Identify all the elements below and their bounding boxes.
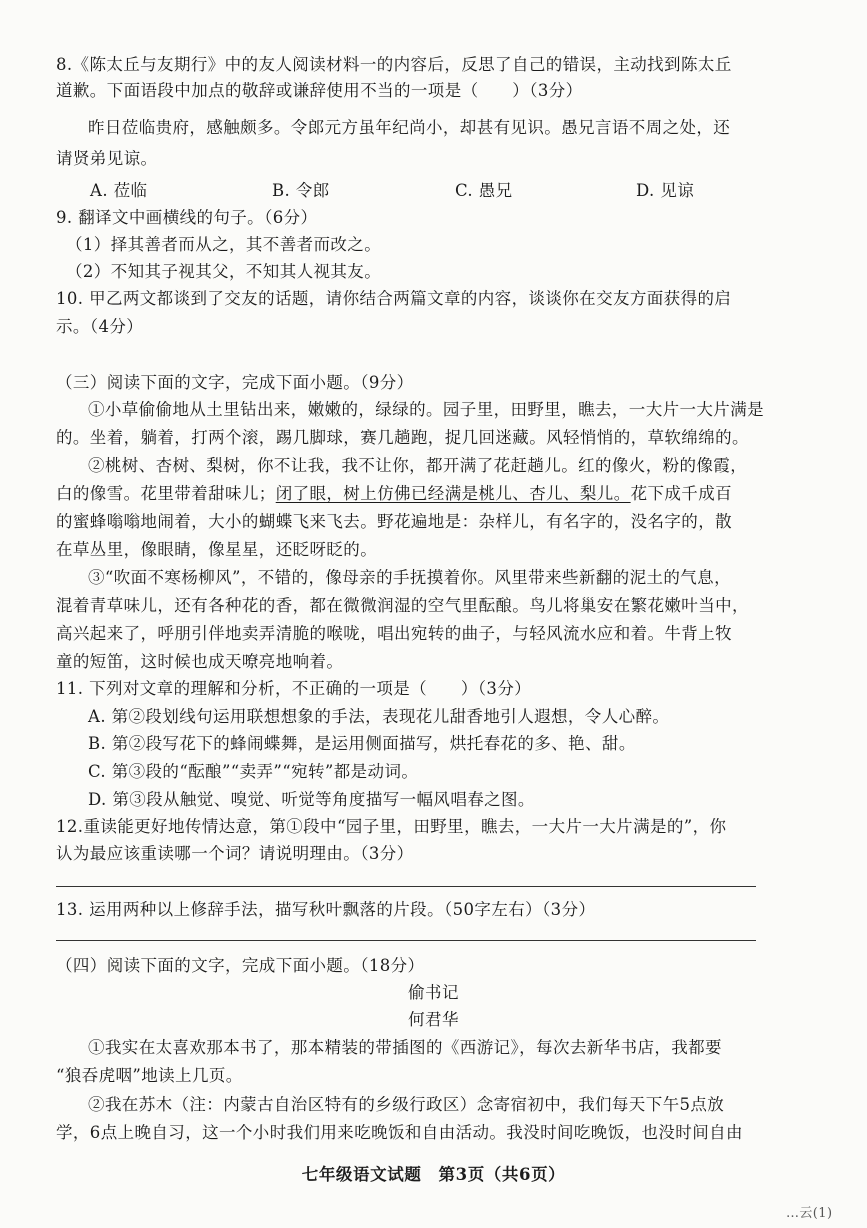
q8-passage-line1: 昨日莅临贵府，感触颇多。令郎元方虽年纪尚小，却甚有见识。愚兄言语不周之处，还 xyxy=(88,118,731,137)
q11-stem: 11. 下列对文章的理解和分析，不正确的一项是（ ）（3分） xyxy=(56,679,532,698)
q11-option-b: B. 第②段写花下的蜂闹蝶舞，是运用侧面描写，烘托春花的多、艳、甜。 xyxy=(88,734,636,753)
section3-p3-line2: 混着青草味儿，还有各种花的香，都在微微润湿的空气里酝酿。鸟儿将巢安在繁花嫩叶当中， xyxy=(56,596,749,615)
q8-option-b: B. 令郎 xyxy=(272,181,330,200)
q11-option-d: D. 第③段从触觉、嗅觉、听觉等角度描写一幅风唱春之图。 xyxy=(88,790,535,809)
q12-line1: 12.重读能更好地传情达意，第①段中“园子里，田野里，瞧去，一大片一大片满是的”，你 xyxy=(56,817,727,836)
section3-p2-line2-end: 花下成千成百 xyxy=(630,484,733,503)
q9-item-2: （2）不知其子视其父，不知其人视其友。 xyxy=(66,262,382,281)
section4-p1-line2: “狼吞虎咽”地读上几页。 xyxy=(56,1066,243,1085)
corner-mark: …云(1) xyxy=(786,1206,833,1221)
underlined-sentence: 闭了眼，树上仿佛已经满是桃儿、杏儿、梨儿。 xyxy=(275,484,631,503)
q13-stem: 13. 运用两种以上修辞手法，描写秋叶飘落的片段。（50字左右）（3分） xyxy=(56,900,596,919)
q12-line2: 认为最应该重读哪一个词？请说明理由。（3分） xyxy=(56,844,414,863)
q13-answer-line xyxy=(56,940,756,941)
q12-answer-line xyxy=(56,886,756,887)
article-title: 偷书记 xyxy=(408,983,459,1002)
section4-p2-line2: 学，6点上晚自习，这一个小时我们用来吃晚饭和自由活动。我没时间吃晚饭，也没时间自由 xyxy=(56,1123,743,1142)
q9-item-1: （1）择其善者而从之，其不善者而改之。 xyxy=(66,235,382,254)
q8-option-d: D. 见谅 xyxy=(636,181,695,200)
section4-p2-line1: ②我在苏木（注：内蒙古自治区特有的乡级行政区）念寄宿初中，我们每天下午5点放 xyxy=(88,1095,725,1114)
page-footer: 七年级语文试题 第3页（共6页） xyxy=(301,1165,566,1184)
section3-p2-line4: 在草丛里，像眼睛，像星星，还眨呀眨的。 xyxy=(56,540,378,559)
section3-p1-line2: 的。坐着，躺着，打两个滚，踢几脚球，赛几趟跑，捉几回迷藏。风轻悄悄的，草软绵绵的。 xyxy=(56,428,749,447)
q10-line1: 10. 甲乙两文都谈到了交友的话题，请你结合两篇文章的内容，谈谈你在交友方面获得的启 xyxy=(56,289,732,308)
article-author: 何君华 xyxy=(408,1010,459,1029)
section3-header: （三）阅读下面的文字，完成下面小题。（9分） xyxy=(56,373,414,392)
q8-line1: 8.《陈太丘与友期行》中的友人阅读材料一的内容后，反思了自己的错误，主动找到陈太丘 xyxy=(56,55,732,74)
q11-option-c: C. 第③段的“酝酿”“卖弄”“宛转”都是动词。 xyxy=(88,762,419,781)
section4-header: （四）阅读下面的文字，完成下面小题。（18分） xyxy=(56,956,425,975)
q8-line2: 道歉。下面语段中加点的敬辞或谦辞使用不当的一项是（ ）（3分） xyxy=(56,81,583,100)
q8-option-c: C. 愚兄 xyxy=(455,181,513,200)
q8-option-a: A. 莅临 xyxy=(90,181,148,200)
q10-line2: 示。（4分） xyxy=(56,317,144,336)
q11-option-a: A. 第②段划线句运用联想想象的手法，表现花儿甜香地引人遐想，令人心醉。 xyxy=(88,707,670,726)
section3-p2-line1: ②桃树、杏树、梨树，你不让我，我不让你，都开满了花赶趟儿。红的像火，粉的像霞， xyxy=(88,456,748,475)
q9-stem: 9. 翻译文中画横线的句子。（6分） xyxy=(56,208,318,227)
section3-p2-line2 xyxy=(56,483,732,505)
section3-p3-line1: ③“吹面不寒杨柳风”，不错的，像母亲的手抚摸着你。风里带来些新翻的泥土的气息， xyxy=(88,568,731,587)
section3-p3-line3: 高兴起来了，呼朋引伴地卖弄清脆的喉咙，唱出宛转的曲子，与轻风流水应和着。牛背上牧 xyxy=(56,624,732,643)
section3-p2-line2-start: 白的像雪。花里带着甜味儿； xyxy=(56,484,276,503)
section4-p1-line1: ①我实在太喜欢那本书了，那本精装的带插图的《西游记》，每次去新华书店，我都要 xyxy=(88,1038,722,1057)
q8-passage-line2: 请贤弟见谅。 xyxy=(56,149,158,168)
section3-p1-line1: ①小草偷偷地从土里钻出来，嫩嫩的，绿绿的。园子里，田野里，瞧去，一大片一大片满是 xyxy=(88,400,764,419)
section3-p2-line3: 的蜜蜂嗡嗡地闹着，大小的蝴蝶飞来飞去。野花遍地是：杂样儿，有名字的，没名字的，散 xyxy=(56,512,732,531)
section3-p3-line4: 童的短笛，这时候也成天嘹亮地响着。 xyxy=(56,652,344,671)
